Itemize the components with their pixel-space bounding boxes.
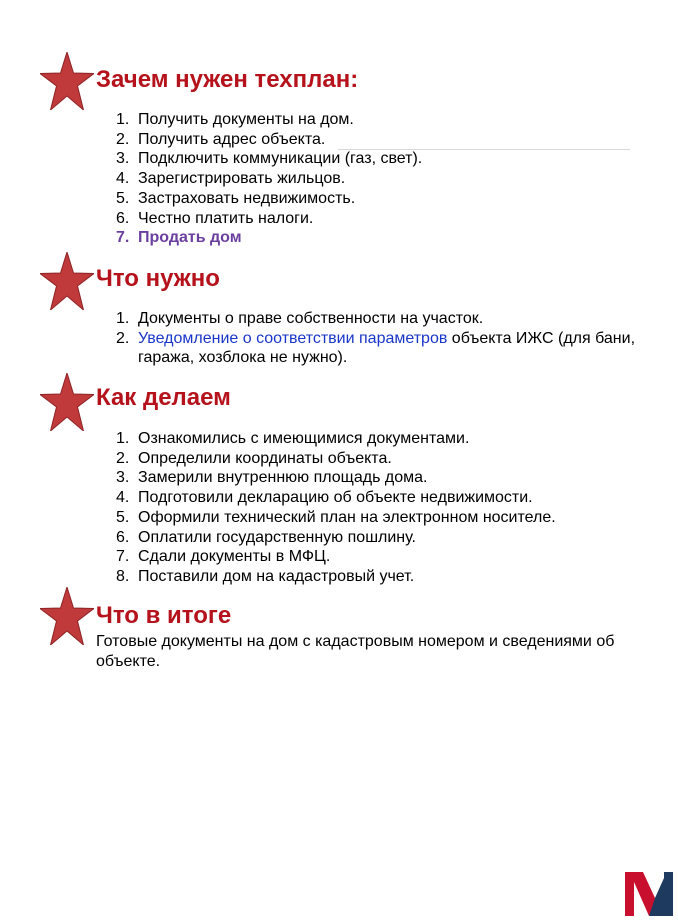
item-number: 4. (116, 489, 130, 507)
item-text: Оформили технический план на электронном носителе. (138, 508, 556, 526)
list-item (116, 449, 638, 469)
list-item (116, 547, 638, 567)
list-item (116, 528, 638, 548)
item-number: 6. (116, 209, 130, 227)
list-item (116, 110, 638, 130)
reasons-list (116, 110, 638, 248)
item-text: Застраховать недвижимость. (138, 189, 356, 207)
requirements-list (116, 309, 638, 368)
list-item (116, 189, 638, 209)
list-item-highlighted (116, 228, 638, 248)
section-heading: Что нужно (96, 265, 220, 292)
item-number: 3. (116, 150, 130, 168)
item-text: Определили координаты объекта. (138, 449, 392, 467)
item-text: Ознакомились с имеющимися документами. (138, 430, 470, 447)
item-text: объекта ИЖС (для бани, гаража, хозблока не нужно). (138, 329, 636, 367)
section-heading: Зачем нужен техплан: (96, 66, 359, 93)
item-text: Сдали документы в МФЦ. (138, 548, 331, 566)
section-heading: Что в итоге (96, 602, 232, 629)
list-item (116, 309, 638, 329)
item-number: 1. (116, 310, 130, 327)
red-star-icon (40, 52, 94, 110)
item-number: 7. (116, 229, 130, 247)
list-item (116, 567, 638, 587)
item-number: 7. (116, 548, 130, 566)
red-star-icon (40, 587, 94, 645)
steps-list (116, 429, 638, 587)
item-text: Поставили дом на кадастровый учет. (138, 567, 415, 585)
item-text: Подключить коммуникации (газ, свет). (138, 150, 423, 168)
result-text: Готовые документы на дом с кадастровым номером и сведениями об объекте. (96, 633, 615, 670)
list-item (116, 169, 638, 189)
red-star-icon (40, 252, 94, 310)
list-item (116, 508, 638, 528)
item-text: Оплатили государственную пошлину. (138, 528, 416, 546)
item-text: Получить документы на дом. (138, 111, 354, 128)
item-text: Продать дом (138, 229, 242, 247)
list-item (116, 149, 638, 169)
item-number: 8. (116, 567, 130, 585)
list-item (116, 130, 638, 150)
item-number: 3. (116, 469, 130, 487)
item-number: 5. (116, 189, 130, 207)
list-item (116, 468, 638, 488)
item-text: Получить адрес объекта. (138, 130, 326, 148)
divider (338, 149, 630, 150)
item-text: Зарегистрировать жильцов. (138, 170, 346, 188)
list-item (116, 209, 638, 229)
notification-link[interactable]: Уведомление о соответствии параметров (138, 329, 448, 347)
item-number: 2. (116, 130, 130, 148)
item-number: 6. (116, 528, 130, 546)
list-item (116, 429, 638, 449)
item-text: Подготовили декларацию об объекте недвижимости. (138, 489, 533, 507)
item-text: Документы о праве собственности на участок. (138, 310, 484, 327)
item-number: 4. (116, 170, 130, 188)
list-item (116, 488, 638, 508)
list-item (116, 329, 638, 368)
item-number: 5. (116, 508, 130, 526)
item-number: 2. (116, 329, 130, 347)
item-number: 1. (116, 430, 130, 447)
item-text: Замерили внутреннюю площадь дома. (138, 469, 428, 487)
item-text: Честно платить налоги. (138, 209, 314, 227)
item-number: 1. (116, 111, 130, 128)
section-heading: Как делаем (96, 384, 231, 411)
m-logo-icon (625, 872, 673, 916)
item-number: 2. (116, 449, 130, 467)
red-star-icon (40, 373, 94, 431)
